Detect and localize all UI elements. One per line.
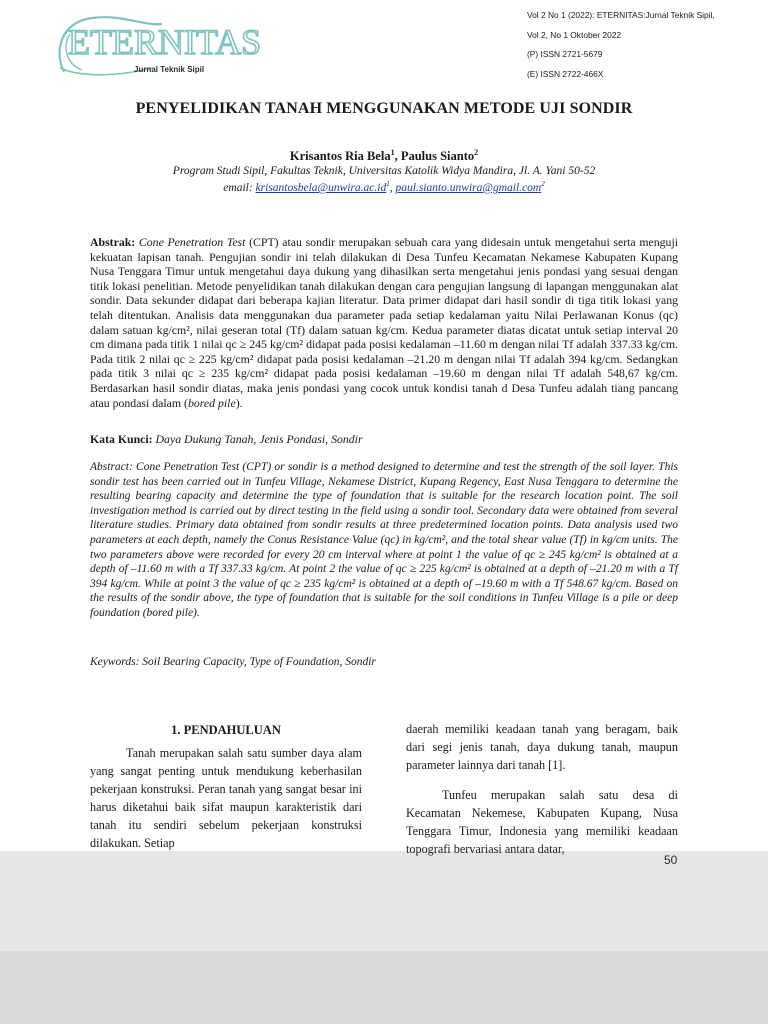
author-line — [0, 148, 768, 164]
paragraph-gap — [406, 774, 678, 786]
keywords-english: Keywords: Soil Bearing Capacity, Type of Foundation, Sondir — [90, 656, 376, 668]
author-affiliation-mark: 1 — [390, 148, 395, 157]
journal-logo — [52, 12, 292, 82]
abstract-indonesian — [90, 235, 678, 410]
email-link[interactable]: paul.sianto.unwira@gmail.com — [395, 181, 542, 194]
author-separator: , — [394, 149, 401, 164]
email-label: email: — [223, 181, 256, 194]
print-issn: (P) ISSN 2721-5679 — [526, 49, 716, 59]
body-paragraph: daerah memiliki keadaan tanah yang beragam, baik dari segi jenis tanah, daya dukung tanah, maupun parameter lainnya dari tanah [1]. — [406, 722, 678, 772]
section-heading: 1. PENDAHULUAN — [171, 723, 281, 737]
logo-text: ETERNITAS — [68, 22, 262, 62]
abstract-english: Abstract: Cone Penetration Test (CPT) or sondir is a method designed to determine and test the strength of the soil layer. This sondir test has been carried out in Tunfeu Village, Nekamese District, Kupang Regency, East Nusa Tenggara to determine the resulting bearing capacity and determine the type of foundation that is suitable for the research location point. The soil investigation method is carried out by direct testing in the field using a sondir tool. Secondary data were obtained from several literature studies. Primary data obtained from sondir results at three predetermined location points. Data analysis used two parameters at each depth, namely the Conus Resistance Value (qc) in kg/cm², and the total shear value (Tf) in kg/cm units. The two parameters above were recorded for every 20 cm interval where at point 1 the value of qc ≥ 245 kg/cm² is obtained at a depth of –11.60 m with a Tf 337.33 kg/cm. At point 2 the value of qc ≥ 225 kg/cm² is obtained at a depth of –21.20 m with a Tf 394 kg/cm. While at point 3 the value of qc ≥ 235 kg/cm² is obtained at a depth of –19.60 m with a Tf 548.67 kg/cm. Based on the results of the sondir above, the type of foundation that is suitable for the soil conditions in Tunfeu Village is a pile or deep foundation (bored pile). — [90, 461, 678, 619]
issue-line: Vol 2, No 1 Oktober 2022 — [526, 30, 716, 40]
journal-line: Vol 2 No 1 (2022): ETERNITAS:Jurnal Teknik Sipil, — [527, 10, 715, 20]
journal-meta — [526, 10, 716, 88]
email-line — [0, 180, 768, 194]
body-column-right — [406, 720, 678, 858]
email-separator: , — [389, 181, 396, 194]
abstract-term: Cone Penetration Test — [138, 235, 246, 249]
online-issn: (E) ISSN 2722-466X — [526, 69, 716, 79]
email-mark: 1 — [386, 180, 390, 188]
journal-header — [0, 0, 768, 86]
affiliation: Program Studi Sipil, Fakultas Teknik, Universitas Katolik Widya Mandira, Jl. A. Yani 50-52 — [172, 165, 596, 177]
abstract-label: Abstrak: — [90, 235, 136, 249]
author-name: Paulus Sianto — [400, 149, 475, 164]
author-affiliation-mark: 2 — [474, 148, 479, 157]
abstract-body-end: ). — [235, 395, 243, 410]
keywords-label: Kata Kunci: — [90, 432, 153, 446]
abstract-body: (CPT) atau sondir merupakan sebuah cara yang didesain untuk mengetahui serta menguji kekuatan lapisan tanah. Pengujian sondir ini telah dilakukan di Desa Tunfeu Kecamatan Nekamese Kabupaten Kupang Nusa Tenggara Timur untuk mengetahui daya dukung yang dihasilkan serta mengetahui jenis pondasi yang sesuai dengan titik lokasi penelitian. Metode penyelidikan tanah dilakukan dengan cara pengujian langsung di lapangan menggunakan alat sondir. Data sekunder didapat dari beberapa kajian literatur. Data primer didapat dari hasil sondir di tiga titik lokasi yang telah ditentukan. Analisis data menggunakan dua parameter pada setiap kedalaman yaitu Nilai Perlawanan Konus (qc) dalam satuan kg/cm², nilai geseran total (Tf) dalam satuan kg/cm. Kedua parameter diatas dicatat untuk setiap interval 20 cm dimana pada titik 1 nilai qc ≥ 245 kg/cm² didapat pada posisi kedalaman –11.60 m dengan nilai Tf adalah 337.33 kg/cm. Pada titik 2 nilai qc ≥ 225 kg/cm² didapat pada posisi kedalaman –21.20 m dengan nilai Tf adalah 394 kg/cm. Sedangkan pada titik 3 nilai qc ≥ 235 kg/cm² didapat pada posisi kedalaman –19.60 m dengan nilai Tf adalah 548,67 kg/cm. Berdasarkan hasil sondir diatas, maka jenis pondasi yang cocok untuk kondisi tanah d Desa Tunfeu adalah tiang pancang atau pondasi dalam ( — [90, 235, 679, 410]
keywords-text: Daya Dukung Tanah, Jenis Pondasi, Sondir — [152, 432, 363, 446]
logo-subtitle: Jurnal Teknik Sipil — [134, 65, 205, 74]
email-link[interactable]: krisantosbela@unwira.ac.id — [255, 181, 387, 194]
article-title: PENYELIDIKAN TANAH MENGGUNAKAN METODE UJI SONDIR — [135, 100, 633, 117]
keywords-indonesian — [90, 432, 678, 447]
email-mark: 2 — [541, 180, 545, 188]
page-number: 50 — [664, 853, 678, 867]
body-column-left — [90, 721, 362, 852]
body-paragraph: Tunfeu merupakan salah satu desa di Kecamatan Nekemese, Kabupaten Kupang, Nusa Tenggara Timur, Indonesia yang memiliki keadaan topografi bervariasi antara datar, — [406, 788, 678, 856]
body-paragraph: Tanah merupakan salah satu sumber daya alam yang sangat penting untuk mendukung keberhasilan pekerjaan konstruksi. Peran tanah yang sangat besar ini harus diketahui baik sifat maupun karakteristik dari tanah itu sendiri sebelum pekerjaan konstruksi dilakukan. Setiap — [90, 746, 362, 850]
abstract-term: bored pile — [187, 395, 236, 410]
author-name: Krisantos Ria Bela — [289, 149, 391, 164]
page-footer-band — [0, 851, 768, 951]
